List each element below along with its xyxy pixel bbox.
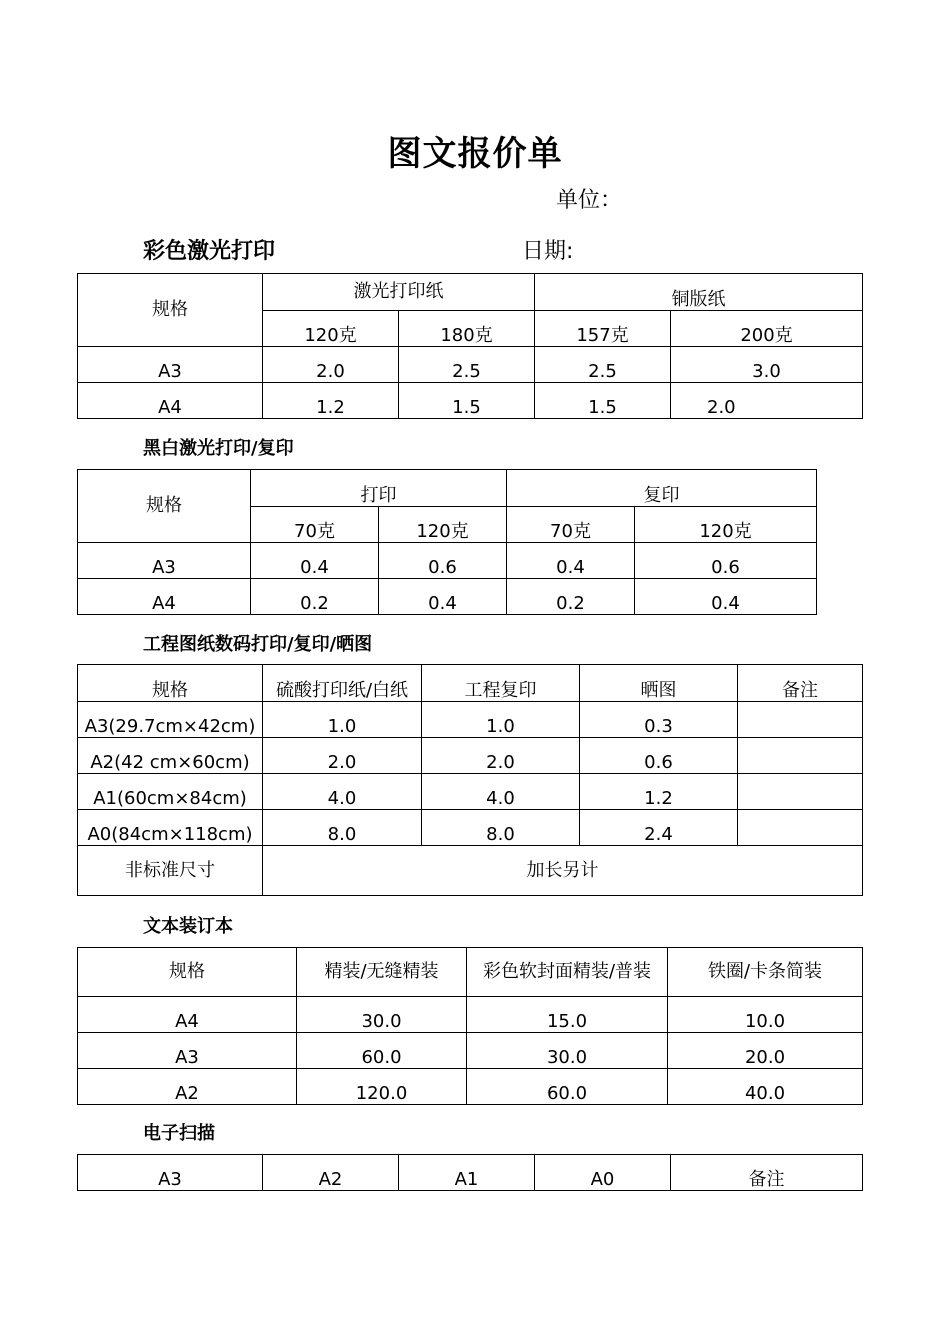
spec-header: 规格 (78, 470, 251, 543)
column-header: 规格 (78, 948, 297, 997)
column-header: 工程复印 (422, 665, 580, 702)
nonstandard-label: 非标准尺寸 (78, 846, 263, 896)
group-header: 打印 (251, 470, 507, 507)
price-cell: 1.0 (422, 702, 580, 738)
row-size: A4 (78, 997, 297, 1033)
sub-header: 120克 (263, 311, 399, 347)
sub-header: 157克 (535, 311, 671, 347)
price-cell: 10.0 (668, 997, 863, 1033)
price-cell: 0.3 (580, 702, 738, 738)
column-header: 规格 (78, 665, 263, 702)
price-cell: 1.0 (263, 702, 422, 738)
row-size: A3 (78, 347, 263, 383)
price-cell: 30.0 (467, 1033, 668, 1069)
nonstandard-value: 加长另计 (263, 846, 863, 896)
price-cell: 15.0 (467, 997, 668, 1033)
spec-header: 规格 (78, 274, 263, 347)
price-cell: 0.2 (507, 579, 635, 615)
price-cell: 0.4 (507, 543, 635, 579)
price-cell: 1.5 (399, 383, 535, 419)
column-header: 备注 (671, 1155, 863, 1191)
row-size: A4 (78, 579, 251, 615)
price-cell: 8.0 (422, 810, 580, 846)
price-cell: 120.0 (297, 1069, 467, 1105)
price-cell: 2.4 (580, 810, 738, 846)
column-header: 精装/无缝精装 (297, 948, 467, 997)
bw-laser-table (77, 469, 817, 615)
row-size: A3 (78, 1033, 297, 1069)
column-header: 铁圈/卡条简装 (668, 948, 863, 997)
sub-header: 120克 (635, 507, 817, 543)
row-size: A2 (78, 1069, 297, 1105)
price-cell: 0.4 (251, 543, 379, 579)
price-cell: 40.0 (668, 1069, 863, 1105)
section-title-scan: 电子扫描 (143, 1123, 215, 1144)
price-cell: 0.4 (379, 579, 507, 615)
price-cell: 1.2 (580, 774, 738, 810)
section-title-engineering: 工程图纸数码打印/复印/晒图 (143, 634, 373, 655)
sub-header: 180克 (399, 311, 535, 347)
price-cell: 60.0 (297, 1033, 467, 1069)
price-cell: 0.4 (635, 579, 817, 615)
section-title-binding: 文本装订本 (143, 916, 233, 937)
column-header: A2 (263, 1155, 399, 1191)
price-cell: 20.0 (668, 1033, 863, 1069)
price-cell: 0.6 (580, 738, 738, 774)
price-cell: 30.0 (297, 997, 467, 1033)
note-cell (738, 738, 863, 774)
column-header: 晒图 (580, 665, 738, 702)
price-cell: 2.0 (422, 738, 580, 774)
price-cell: 2.0 (263, 347, 399, 383)
price-cell: 2.5 (535, 347, 671, 383)
page-title: 图文报价单 (387, 134, 563, 174)
sub-header: 200克 (671, 311, 863, 347)
row-size: A0(84cm×118cm) (78, 810, 263, 846)
row-size: A3 (78, 543, 251, 579)
column-header: A3 (78, 1155, 263, 1191)
binding-table (77, 947, 863, 1105)
color-laser-table (77, 273, 863, 419)
sub-header: 120克 (379, 507, 507, 543)
price-cell: 1.5 (535, 383, 671, 419)
price-cell: 2.5 (399, 347, 535, 383)
row-size: A4 (78, 383, 263, 419)
price-cell: 60.0 (467, 1069, 668, 1105)
scan-table (77, 1154, 863, 1191)
row-size: A1(60cm×84cm) (78, 774, 263, 810)
price-cell: 8.0 (263, 810, 422, 846)
price-cell: 0.6 (635, 543, 817, 579)
price-cell: 4.0 (263, 774, 422, 810)
column-header: 彩色软封面精装/普装 (467, 948, 668, 997)
sub-header: 70克 (251, 507, 379, 543)
price-cell: 0.6 (379, 543, 507, 579)
group-header: 复印 (507, 470, 817, 507)
note-cell (738, 702, 863, 738)
unit-label: 单位： (556, 188, 623, 213)
row-size: A2(42 cm×60cm) (78, 738, 263, 774)
note-cell (738, 774, 863, 810)
column-header: 硫酸打印纸/白纸 (263, 665, 422, 702)
group-header: 激光打印纸 (263, 274, 535, 311)
column-header: A1 (399, 1155, 535, 1191)
column-header: 备注 (738, 665, 863, 702)
column-header: A0 (535, 1155, 671, 1191)
sub-header: 70克 (507, 507, 635, 543)
price-cell: 1.2 (263, 383, 399, 419)
price-cell: 4.0 (422, 774, 580, 810)
price-cell: 3.0 (671, 347, 863, 383)
date-label: 日期: (522, 239, 574, 264)
engineering-table (77, 664, 863, 896)
group-header: 铜版纸 (535, 274, 863, 311)
row-size: A3(29.7cm×42cm) (78, 702, 263, 738)
section-title-color-laser: 彩色激光打印 (143, 239, 276, 264)
price-cell: 0.2 (251, 579, 379, 615)
note-cell (738, 810, 863, 846)
section-title-bw-laser: 黑白激光打印/复印 (143, 438, 294, 459)
price-cell: 2.0 (671, 383, 863, 419)
price-cell: 2.0 (263, 738, 422, 774)
